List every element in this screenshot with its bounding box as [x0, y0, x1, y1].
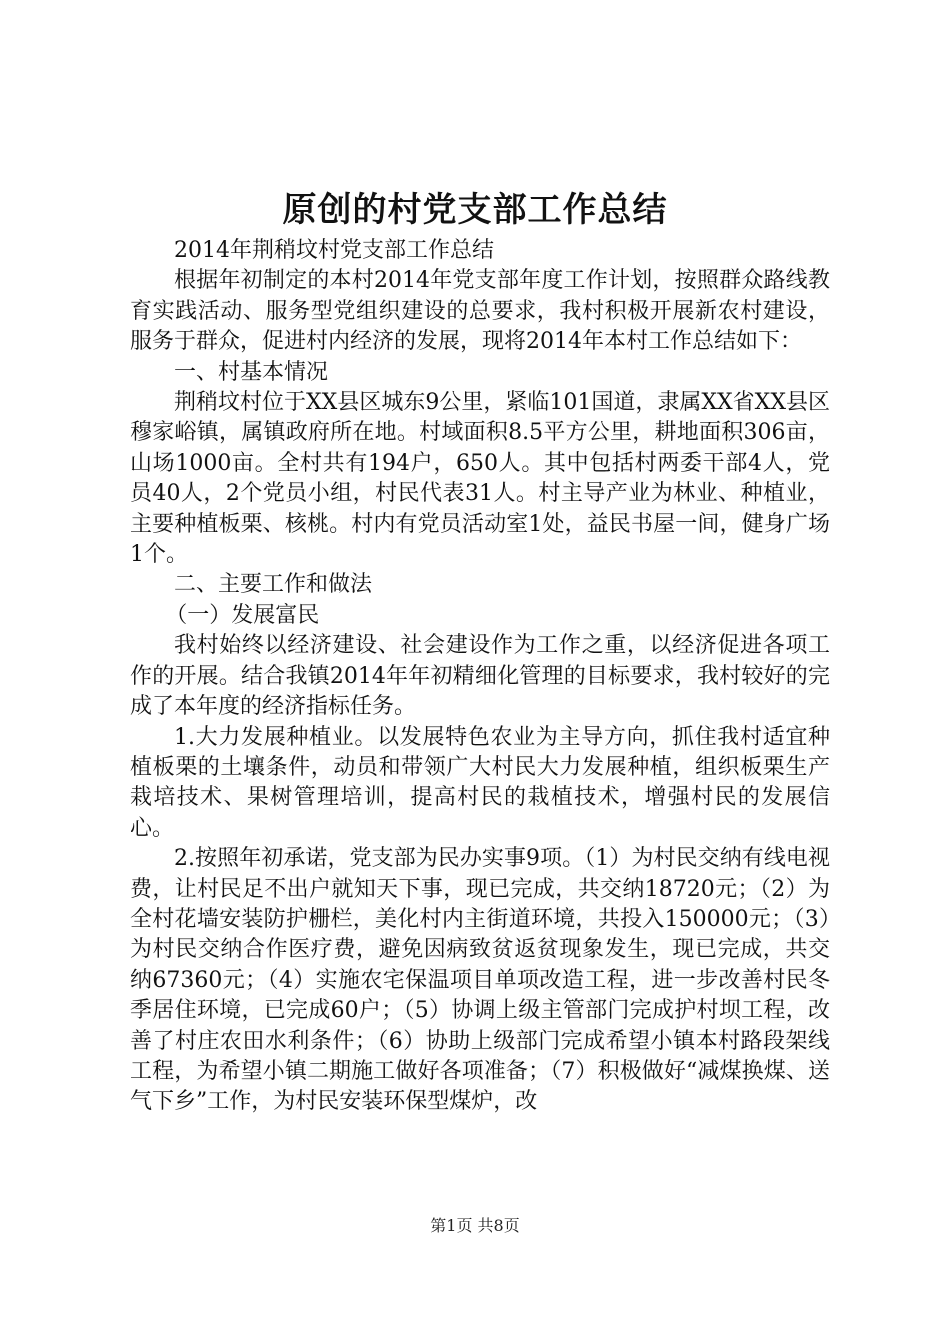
section-heading-basic-info: 一、村基本情况 [174, 359, 329, 385]
subsection-heading-enrich: （一）发展富民 [165, 602, 320, 628]
economy-paragraph: 我村始终以经济建设、社会建设作为工作之重，以经济促进各项工作的开展。结合我镇2014年年初精细化管理的目标要求，我村较好的完成了本年度的经济指标任务。 [130, 633, 830, 720]
document-body [130, 236, 830, 1118]
basic-info-paragraph: 荆稍坟村位于XX县区城东9公里，紧临101国道，隶属XX省XX县区穆家峪镇，属镇政府所在地。村域面积8.5平方公里，耕地面积306亩，山场1000亩。全村共有194户，650人。其中包括村两委干部4人，党员40人，2个党员小组，村民代表31人。村主导产业为林业、种植业，主要种植板栗、核桃。村内有党员活动室1处，益民书屋一间，健身广场1个。 [130, 390, 830, 568]
subtitle-paragraph: 2014年荆稍坟村党支部工作总结 [174, 238, 494, 263]
practical-tasks-paragraph: 2.按照年初承诺，党支部为民办实事9项。（1）为村民交纳有线电视费，让村民足不出户就知天下事，现已完成，共交纳18720元；（2）为全村花墙安装防护栅栏，美化村内主街道环境，共投入150000元；（3）为村民交纳合作医疗费，避免因病致贫返贫现象发生，现已完成，共交纳67360元；（4）实施农宅保温项目单项改造工程，进一步改善村民冬季居住环境，已完成60户；（5）协调上级主管部门完成护村坝工程，改善了村庄农田水利条件；（6）协助上级部门完成希望小镇本村路段架线工程，为希望小镇二期施工做好各项准备；（7）积极做好“减煤换煤、送气下乡”工作，为村民安装环保型煤炉，改 [130, 846, 830, 1115]
intro-paragraph: 根据年初制定的本村2014年党支部年度工作计划，按照群众路线教育实践活动、服务型党组织建设的总要求，我村积极开展新农村建设，服务于群众，促进村内经济的发展，现将2014年本村工作总结如下： [130, 268, 830, 355]
document-title: 原创的村党支部工作总结 [282, 190, 668, 230]
page-footer: 第1页 共8页 [430, 1216, 520, 1235]
planting-paragraph: 1.大力发展种植业。以发展特色农业为主导方向，抓住我村适宜种植板栗的土壤条件，动员和带领广大村民大力发展种植，组织板栗生产栽培技术、果树管理培训，提高村民的栽植技术，增强村民的发展信心。 [130, 724, 830, 841]
section-heading-main-work: 二、主要工作和做法 [174, 572, 373, 598]
